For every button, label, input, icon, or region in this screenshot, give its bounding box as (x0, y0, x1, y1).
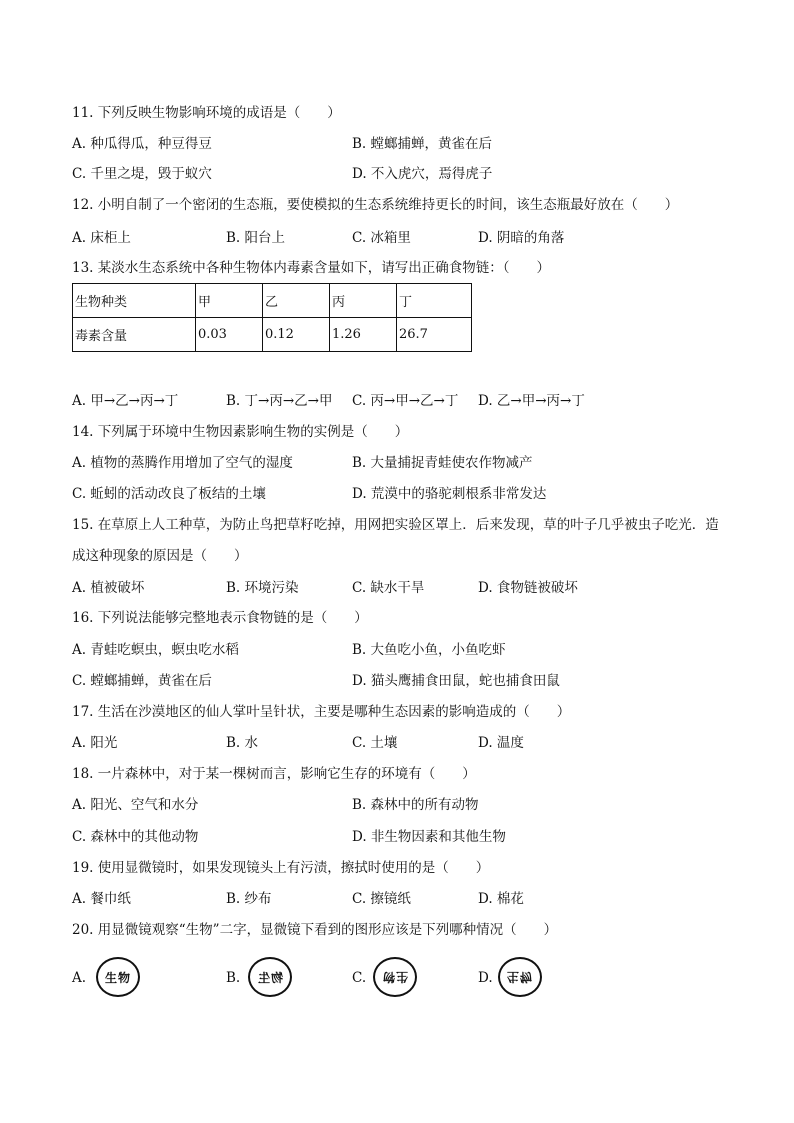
q20-option-a[interactable]: A. (72, 970, 87, 986)
table-row (73, 284, 472, 318)
q19-option-a[interactable]: A. 餐巾纸 (72, 891, 131, 907)
q12-option-b[interactable]: B. 阳台上 (226, 230, 286, 246)
q17-option-a[interactable]: A. 阳光 (72, 735, 118, 751)
q18-option-a[interactable]: A. 阳光、空气和水分 (72, 797, 199, 813)
q14-option-b[interactable]: B. 大量捕捉青蛙使农作物减产 (352, 455, 533, 471)
toxin-table (72, 283, 472, 352)
q19-option-d[interactable]: D. 棉花 (478, 891, 524, 907)
q18-option-b[interactable]: B. 森林中的所有动物 (352, 797, 479, 813)
microscope-image-b[interactable] (248, 957, 292, 997)
q18-option-d[interactable]: D. 非生物因素和其他生物 (352, 829, 506, 845)
q11-option-a[interactable]: A. 种瓜得瓜，种豆得豆 (72, 136, 212, 152)
q17-option-c[interactable]: C. 土壤 (352, 735, 398, 751)
q13-stem: 13. 某淡水生态系统中各种生物体内毒素含量如下，请写出正确食物链：（ ） (72, 260, 551, 276)
q20-option-c[interactable]: C. (352, 970, 367, 986)
q14-option-d[interactable]: D. 荒漠中的骆驼刺根系非常发达 (352, 486, 547, 502)
q15-option-d[interactable]: D. 食物链被破坏 (478, 580, 578, 596)
table-header-cell: 甲 (196, 284, 263, 318)
q12-option-c[interactable]: C. 冰箱里 (352, 230, 411, 246)
q15-stem-line1: 15. 在草原上人工种草，为防止鸟把草籽吃掉，用网把实验区罩上．后来发现，草的叶子几乎被虫子吃光．造 (72, 517, 719, 533)
q18-stem: 18. 一片森林中，对于某一棵树而言，影响它生存的环境有（ ） (72, 766, 476, 782)
table-cell: 26.7 (397, 318, 472, 352)
table-cell: 0.12 (263, 318, 330, 352)
microscope-image-d[interactable] (498, 957, 542, 997)
q20-option-d[interactable]: D. (478, 970, 493, 986)
table-cell: 1.26 (330, 318, 397, 352)
q19-option-b[interactable]: B. 纱布 (226, 891, 272, 907)
table-header-cell: 丙 (330, 284, 397, 318)
q12-option-a[interactable]: A. 床柜上 (72, 230, 131, 246)
microscope-image-a[interactable] (96, 957, 140, 997)
q19-option-c[interactable]: C. 擦镜纸 (352, 891, 411, 907)
q16-option-a[interactable]: A. 青蛙吃螟虫，螟虫吃水稻 (72, 642, 239, 658)
q13-option-d[interactable]: D. 乙→甲→丙→丁 (478, 393, 585, 409)
q14-option-c[interactable]: C. 蚯蚓的活动改良了板结的土壤 (72, 486, 266, 502)
q20-stem: 20. 用显微镜观察“生物”二字，显微镜下看到的图形应该是下列哪种情况（ ） (72, 922, 558, 938)
microscope-image-c[interactable] (373, 957, 417, 997)
q11-stem: 11. 下列反映生物影响环境的成语是（ ） (72, 105, 341, 121)
q16-option-b[interactable]: B. 大鱼吃小鱼，小鱼吃虾 (352, 642, 506, 658)
q11-option-d[interactable]: D. 不入虎穴，焉得虎子 (352, 166, 493, 182)
q16-option-d[interactable]: D. 猫头鹰捕食田鼠，蛇也捕食田鼠 (352, 673, 560, 689)
image-d-text: 生物 (506, 969, 533, 984)
table-cell: 0.03 (196, 318, 263, 352)
q14-stem: 14. 下列属于环境中生物因素影响生物的实例是（ ） (72, 424, 409, 440)
table-header-cell: 生物种类 (73, 284, 196, 318)
q13-option-a[interactable]: A. 甲→乙→丙→丁 (72, 393, 179, 409)
image-c-text: 生物 (381, 969, 408, 984)
table-cell: 毒素含量 (73, 318, 196, 352)
q14-option-a[interactable]: A. 植物的蒸腾作用增加了空气的湿度 (72, 455, 293, 471)
q13-option-c[interactable]: C. 丙→甲→乙→丁 (352, 393, 459, 409)
table-header-cell: 丁 (397, 284, 472, 318)
q20-option-b[interactable]: B. (226, 970, 241, 986)
image-a-text: 生物 (104, 970, 131, 985)
q15-option-c[interactable]: C. 缺水干旱 (352, 580, 425, 596)
q17-option-d[interactable]: D. 温度 (478, 735, 524, 751)
q18-option-c[interactable]: C. 森林中的其他动物 (72, 829, 199, 845)
q16-option-c[interactable]: C. 螳螂捕蝉，黄雀在后 (72, 673, 212, 689)
q12-option-d[interactable]: D. 阴暗的角落 (478, 230, 565, 246)
q12-stem: 12. 小明自制了一个密闭的生态瓶，要使模拟的生态系统维持更长的时间，该生态瓶最好放在（ ） (72, 197, 679, 213)
q17-stem: 17. 生活在沙漠地区的仙人掌叶呈针状，主要是哪种生态因素的影响造成的（ ） (72, 704, 571, 720)
image-b-text: 物生 (256, 970, 283, 985)
table-row (73, 318, 472, 352)
q15-option-b[interactable]: B. 环境污染 (226, 580, 299, 596)
q13-option-b[interactable]: B. 丁→丙→乙→甲 (226, 393, 333, 409)
q17-option-b[interactable]: B. 水 (226, 735, 259, 751)
q15-option-a[interactable]: A. 植被破坏 (72, 580, 145, 596)
q19-stem: 19. 使用显微镜时，如果发现镜头上有污渍，擦拭时使用的是（ ） (72, 860, 490, 876)
table-header-cell: 乙 (263, 284, 330, 318)
q16-stem: 16. 下列说法能够完整地表示食物链的是（ ） (72, 610, 368, 626)
q11-option-b[interactable]: B. 螳螂捕蝉，黄雀在后 (352, 136, 493, 152)
q15-stem-line2: 成这种现象的原因是（ ） (72, 548, 248, 564)
q11-option-c[interactable]: C. 千里之堤，毁于蚁穴 (72, 166, 212, 182)
